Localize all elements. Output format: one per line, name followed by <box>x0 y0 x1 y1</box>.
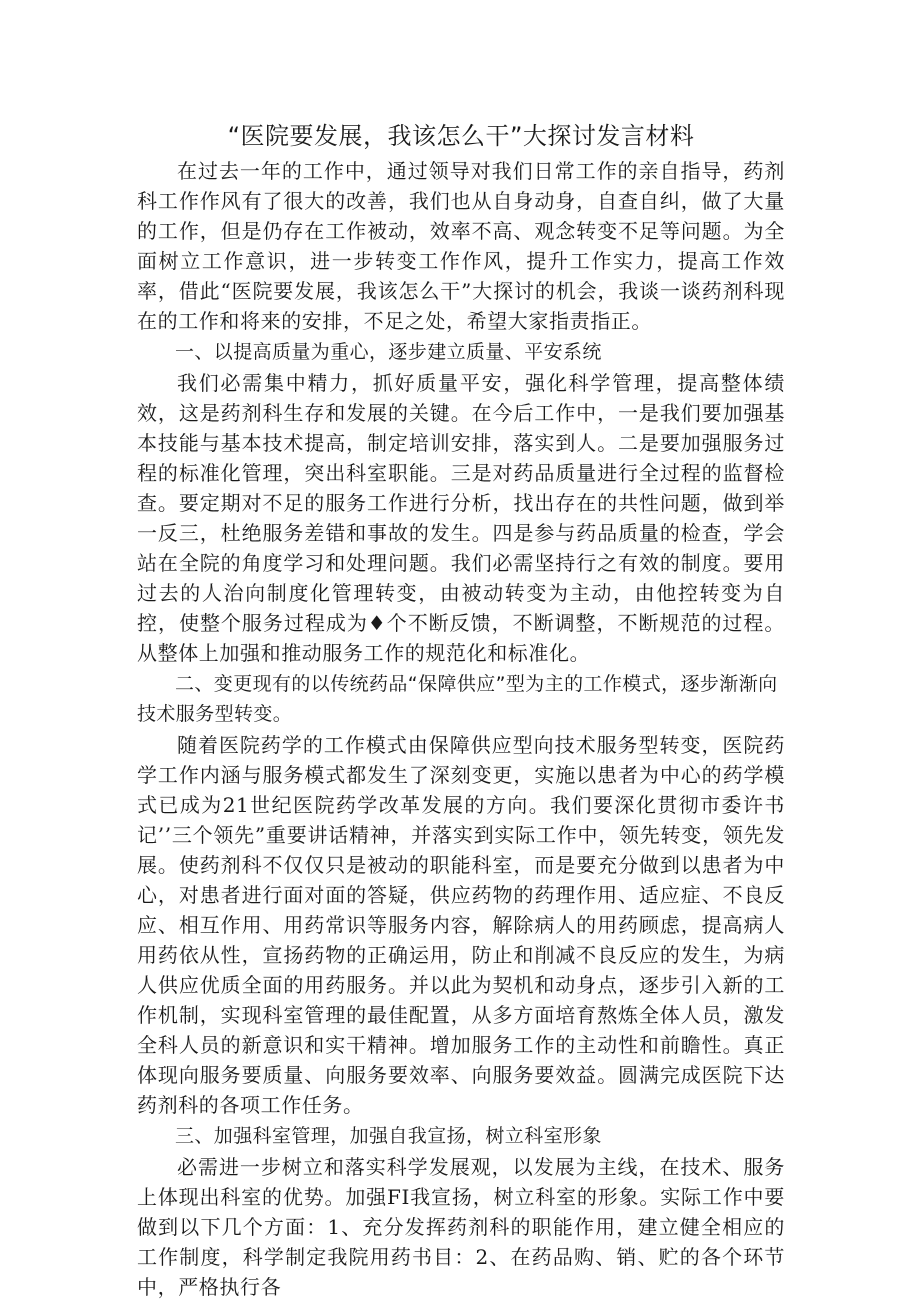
section-heading-1: 一、以提高质量为重心，逐步建立质量、平安系统 <box>175 341 602 363</box>
section-body-2: 随着医院药学的工作模式由保障供应型向技术服务型转变，医院药学工作内涵与服务模式都发生了深刻变更，实施以患者为中心的药学模式已成为21世纪医院药学改革发展的方向。我们要深化贯彻市委许书记’’三个领先”重要讲话精神，并落实到实际工作中，领先转变，领先发展。使药剂科不仅仅只是被动的职能科室，而是要充分做到以患者为中心，对患者进行面对面的答疑，供应药物的药理作用、适应症、不良反应、相互作用、用药常识等服务内容，解除病人的用药顾虑，提高病人用药依从性，宣扬药物的正确运用，防止和削减不良反应的发生，为病人供应优质全面的用药服务。并以此为契机和动身点，逐步引入新的工作机制，实现科室管理的最佳配置，从多方面培育熬炼全体人员，激发全科人员的新意识和实干精神。增加服务工作的主动性和前瞻性。真正体现向服务要质量、向服务要效率、向服务要效益。圆满完成医院下达药剂科的各项工作任务。 <box>137 733 785 1117</box>
document-title: “医院要发展，我该怎么干”大探讨发言材料 <box>227 122 695 150</box>
document-page <box>137 118 785 1302</box>
section-body-3: 必需进一步树立和落实科学发展观，以发展为主线，在技术、服务上体现出科室的优势。加强FI我宣扬，树立科室的形象。实际工作中要做到以下几个方面：1、充分发挥药剂科的职能作用，建立健全相应的工作制度，科学制定我院用药书目：2、在药品购、销、贮的各个环节中，严格执行各 <box>137 1155 785 1299</box>
intro-paragraph: 在过去一年的工作中，通过领导对我们日常工作的亲自指导，药剂科工作作风有了很大的改善，我们也从自身动身，自查自纠，做了大量的工作，但是仍存在工作被动，效率不高、观念转变不足等问题。为全面树立工作意识，进一步转变工作作风，提升工作实力，提高工作效率，借此“医院要发展，我该怎么干”大探讨的机会，我谈一谈药剂科现在的工作和将来的安排，不足之处，希望大家指责指正。 <box>137 159 785 333</box>
section-heading-3: 三、加强科室管理，加强自我宣扬，树立科室形象 <box>175 1125 602 1147</box>
section-heading-2: 二、变更现有的以传统药品“保障供应”型为主的工作模式，逐步渐渐向技术服务型转变。 <box>137 673 778 725</box>
section-body-1: 我们必需集中精力，抓好质量平安，强化科学管理，提高整体绩效，这是药剂科生存和发展的关键。在今后工作中，一是我们要加强基本技能与基本技术提高，制定培训安排，落实到人。二是要加强服务过程的标准化管理，突出科室职能。三是对药品质量进行全过程的监督检查。要定期对不足的服务工作进行分析，找出存在的共性问题，做到举一反三，杜绝服务差错和事故的发生。四是参与药品质量的检查，学会站在全院的角度学习和处理问题。我们必需坚持行之有效的制度。要用过去的人治向制度化管理转变，由被动转变为主动，由他控转变为自控，使整个服务过程成为♦个不断反馈，不断调整，不断规范的过程。从整体上加强和推动服务工作的规范化和标准化。 <box>137 371 785 665</box>
